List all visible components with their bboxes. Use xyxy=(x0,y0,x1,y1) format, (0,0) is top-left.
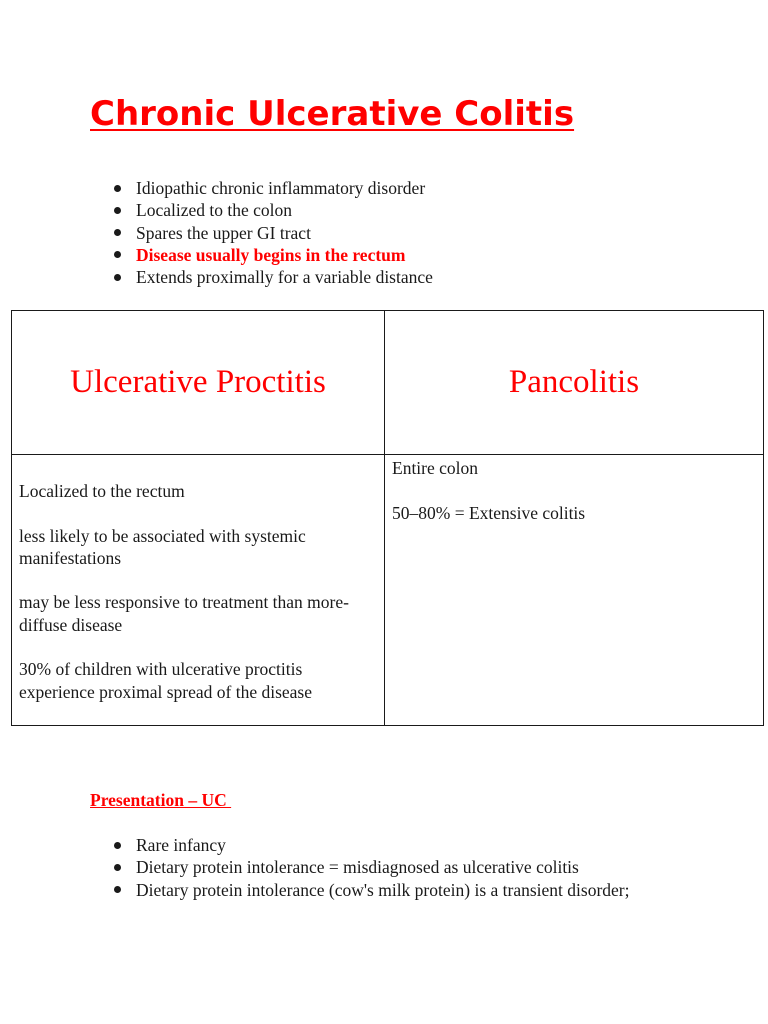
list-item: Extends proximally for a variable distance xyxy=(136,267,433,288)
list-item-highlighted: Disease usually begins in the rectum xyxy=(136,244,433,266)
presentation-bullet-list xyxy=(136,834,630,901)
cell-text: 50–80% = Extensive colitis xyxy=(392,502,586,523)
proctitis-cell xyxy=(12,455,385,726)
intro-bullet-list xyxy=(136,177,433,288)
pancolitis-cell xyxy=(385,455,764,726)
comparison-table xyxy=(11,310,764,726)
table-row xyxy=(12,455,764,726)
presentation-heading: Presentation – UC xyxy=(90,790,232,810)
page-title: Chronic Ulcerative Colitis xyxy=(90,94,575,134)
table-header-row xyxy=(12,311,764,455)
cell-text: 30% of children with ulcerative proctitis experience proximal spread of the disease xyxy=(19,659,312,702)
list-item: Dietary protein intolerance (cow's milk protein) is a transient disorder; xyxy=(136,879,630,900)
cell-text: Localized to the rectum xyxy=(19,481,185,501)
list-item: Spares the upper GI tract xyxy=(136,222,433,244)
list-item: Idiopathic chronic inflammatory disorder xyxy=(136,177,433,199)
list-item: Rare infancy xyxy=(136,834,630,856)
header-pancolitis: Pancolitis xyxy=(385,311,764,455)
list-item: Dietary protein intolerance = misdiagnosed as ulcerative colitis xyxy=(136,856,630,878)
cell-text: may be less responsive to treatment than more-diffuse disease xyxy=(19,592,349,635)
cell-text: less likely to be associated with systemic manifestations xyxy=(19,525,306,568)
list-item: Localized to the colon xyxy=(136,199,433,221)
header-ulcerative-proctitis: Ulcerative Proctitis xyxy=(12,311,385,455)
cell-text: Entire colon xyxy=(392,458,479,478)
